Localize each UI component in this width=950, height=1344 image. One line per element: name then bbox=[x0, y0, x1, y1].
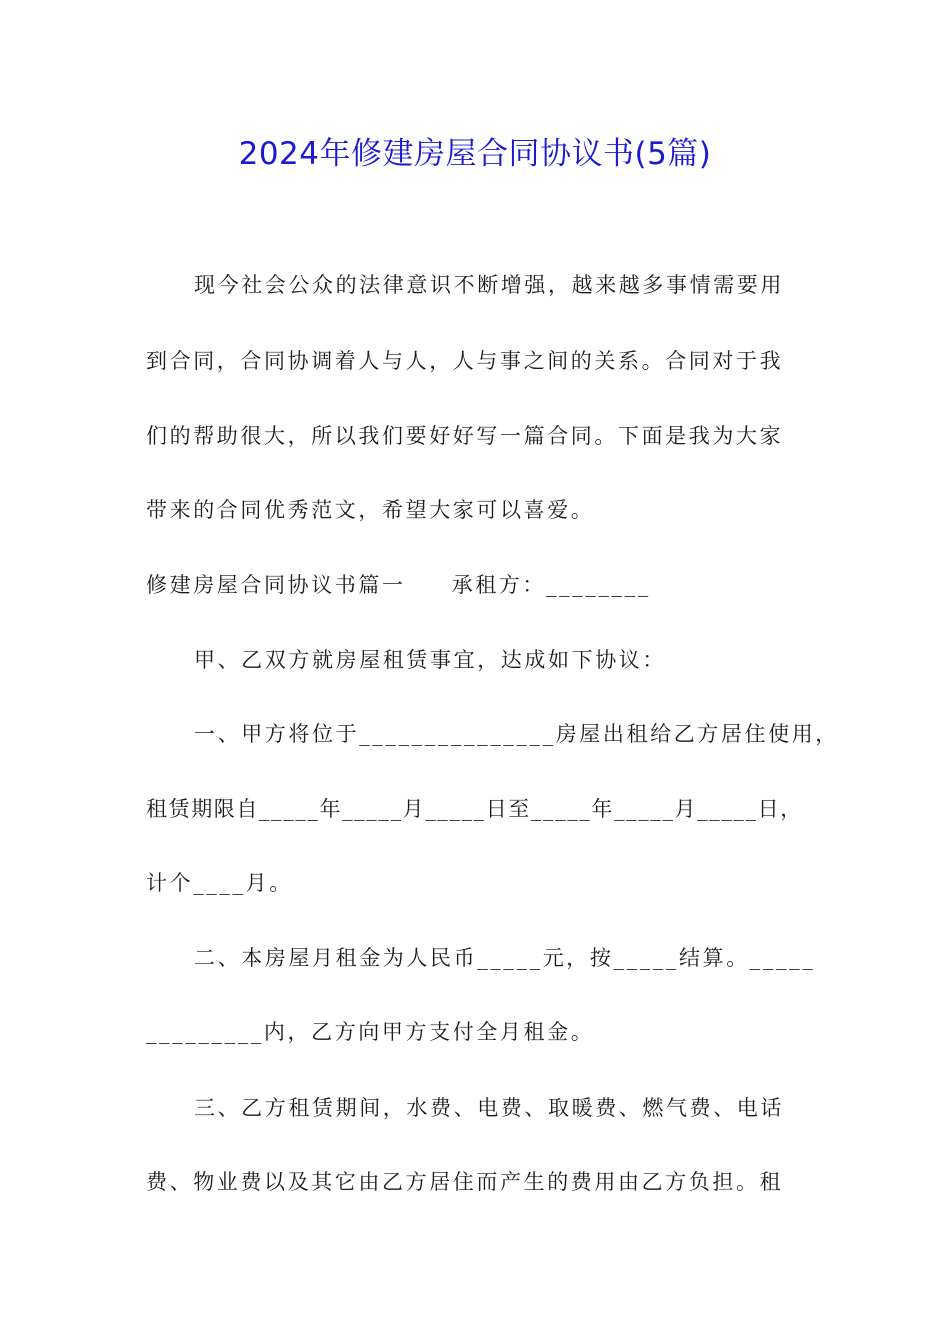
paragraph-line: 们的帮助很大，所以我们要好好写一篇合同。下面是我为大家 bbox=[146, 424, 784, 448]
paragraph-line: 三、乙方租赁期间，水费、电费、取暖费、燃气费、电话 bbox=[194, 1096, 784, 1120]
paragraph-line: 带来的合同优秀范文，希望大家可以喜爱。 bbox=[146, 498, 595, 522]
paragraph-line: 二、本房屋月租金为人民币_____元，按_____结算。_____ bbox=[194, 946, 816, 970]
section-heading-line bbox=[146, 570, 836, 600]
paragraph-line: 甲、乙双方就房屋租赁事宜，达成如下协议： bbox=[194, 648, 666, 672]
lessee-field: 承租方：________ bbox=[451, 573, 651, 597]
paragraph-line: 租赁期限自_____年_____月_____日至_____年_____月_____日， bbox=[146, 797, 803, 821]
paragraph-line: 到合同，合同协调着人与人，人与事之间的关系。合同对于我 bbox=[146, 349, 784, 373]
section-heading: 修建房屋合同协议书篇一 bbox=[146, 573, 406, 597]
document-title: 2024年修建房屋合同协议书(5篇) bbox=[238, 136, 712, 172]
paragraph-line: _________内，乙方向甲方支付全月租金。 bbox=[146, 1020, 595, 1044]
paragraph-line: 现今社会公众的法律意识不断增强，越来越多事情需要用 bbox=[194, 273, 784, 297]
paragraph-line: 计个____月。 bbox=[146, 871, 293, 895]
paragraph-line: 一、甲方将位于_______________房屋出租给乙方居住使用， bbox=[194, 722, 839, 746]
paragraph-line: 费、物业费以及其它由乙方居住而产生的费用由乙方负担。租 bbox=[146, 1170, 784, 1194]
